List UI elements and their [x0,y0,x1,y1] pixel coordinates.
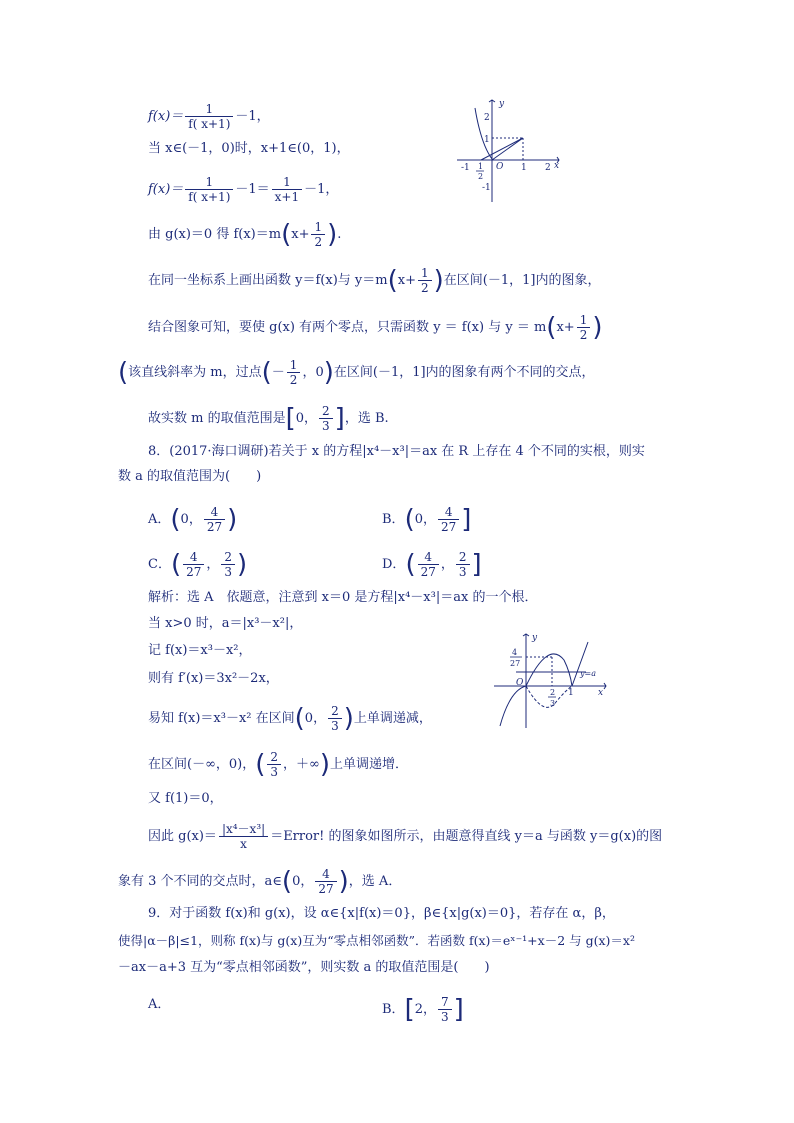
line-5: 在同一坐标系上画出函数 y＝f(x)与 y＝m(x+ $\frac{1}{2}$ )在区间(－1，1]内的图象， [148,265,601,296]
ytick-den: 27 [510,659,521,668]
option-d[interactable]: D．( $\frac{4}{27}$ ， $\frac{2}{3}$ ] [382,549,482,580]
tick-neg-half-den: 2 [478,172,484,181]
q9-option-a[interactable]: A． [148,997,171,1012]
line-4: 由 g(x)＝0 得 f(x)＝m(x+ $\frac{1}{2}$ ). [148,219,342,250]
ytick-neg1: -1 [482,183,491,193]
solution-line-4: 则有 f′(x)＝3x²－2x， [148,671,279,686]
question-9-line-3: －ax－a+3 互为“零点相邻函数”，则实数 a 的取值范围是( ) [118,960,490,975]
tick-2: 2 [545,163,551,173]
fraction: $\frac{1}{f( x+1)}$ [185,102,233,131]
xtick-num: 2 [550,688,556,697]
ytick-num: 4 [512,648,518,657]
ytick-2: 2 [484,113,490,123]
question-8-line-2: 数 a 的取值范围为( ) [118,469,262,484]
solution-line-3: 记 f(x)＝x³－x²， [148,643,252,658]
graph-2 [492,630,610,730]
solution-line-6: 在区间(－∞，0)，( $\frac{2}{3}$ ，＋∞)上单调递增． [148,749,409,780]
question-9-line-1: 9．对于函数 f(x)和 g(x)，设 α∈{x|f(x)＝0}，β∈{x|g(x)＝0}，若存在 α，β， [148,906,615,921]
line-6: 结合图象可知，要使 g(x) 有两个零点，只需函数 y ＝ f(x) 与 y ＝ m(x+ $\frac{1}{2}$ ) [148,312,603,343]
expr: f(x)＝ [148,109,184,124]
option-c[interactable]: C．( $\frac{4}{27}$ ， $\frac{2}{3}$ ) [148,549,248,580]
origin-label: O [516,678,524,688]
line-8: 故实数 m 的取值范围是[0， $\frac{2}{3}$ ]，选 B. [148,403,389,434]
question-9-line-2: 使得|α－β|≤1，则称 f(x)与 g(x)互为“零点相邻函数”．若函数 f(x)＝eˣ⁻¹+x－2 与 g(x)＝x² [118,933,635,948]
solution-line-2: 当 x>0 时，a＝|x³－x²|， [148,616,303,631]
y-label: y [499,99,505,109]
graph-1 [455,96,565,204]
solution-line-1: 解析：选 A 依题意，注意到 x＝0 是方程|x⁴－x³|＝ax 的一个根． [148,590,538,605]
solution-line-5: 易知 f(x)＝x³－x² 在区间(0， $\frac{2}{3}$ )上单调递减， [148,703,432,734]
line-label: y=a [580,669,596,678]
x-label: x [554,161,560,171]
q9-option-b[interactable]: B．[2， $\frac{7}{3}$ ] [382,994,464,1025]
question-8-line-1: 8．(2017·海口调研)若关于 x 的方程|x⁴－x³|＝ax 在 R 上存在 4 个不同的实根，则实 [148,444,645,459]
line-2: 当 x∈(－1，0)时，x+1∈(0，1)， [148,141,350,156]
tick-1: 1 [521,163,527,173]
origin-label: O [496,162,504,172]
tick-neg-half-num: 1 [478,162,484,171]
curve-right [492,138,523,160]
solution-line-8: 因此 g(x)＝ $\frac{\text{|x⁴－x³|}}{x}$ ＝Error! 的图象如图所示，由题意得直线 y＝a 与函数 y＝g(x)的图 [148,822,663,851]
line-1: f(x)＝ $\frac{1}{f( x+1)}$ －1， [148,102,270,131]
tick-neg1: -1 [461,163,470,173]
ytick-1: 1 [484,135,490,145]
x-label: x [598,688,604,698]
line-7: (该直线斜率为 m，过点(－ $\frac{1}{2}$ ，0)在区间(－1，1]内的图象有两个不同的交点， [118,357,595,388]
y-label: y [532,633,538,643]
solution-line-9: 象有 3 个不同的交点时，a∈(0， $\frac{4}{27}$ )，选 A． [118,866,402,897]
solution-line-7: 又 f(1)＝0， [148,791,223,806]
tick-1: 1 [568,688,574,698]
xtick-den: 3 [550,699,556,708]
option-a[interactable]: A．(0， $\frac{4}{27}$ ) [148,504,238,535]
option-b[interactable]: B．(0， $\frac{4}{27}$ ] [382,504,472,535]
line-3: f(x)＝ $\frac{1}{f( x+1)}$ －1＝ $\frac{1}{x+1}$ －1， [148,175,339,204]
